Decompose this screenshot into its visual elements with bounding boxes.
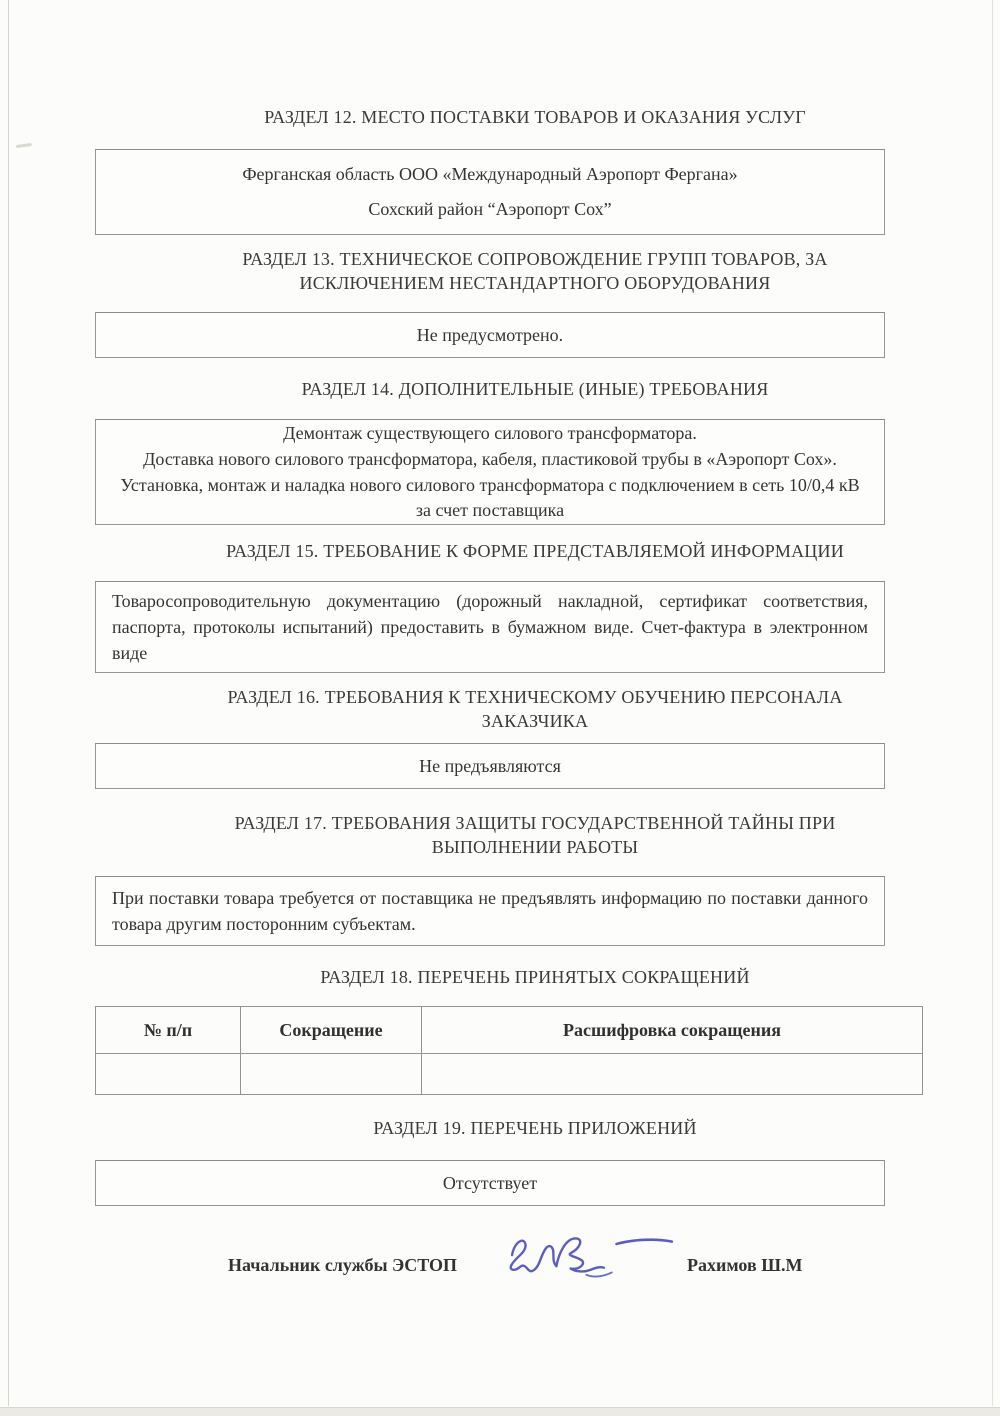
section-18-title: РАЗДЕЛ 18. ПЕРЕЧЕНЬ ПРИНЯТЫХ СОКРАЩЕНИЙ <box>320 967 750 987</box>
delivery-place-line-1: Ферганская область ООО «Международный Аэропорт Фергана» <box>242 164 738 184</box>
signature-block <box>0 1236 1000 1294</box>
requirement-line-3: Установка, монтаж и наладка нового силового трансформатора с подключением в сеть 10/0,4 кВ за счет поставщика <box>120 475 860 520</box>
abbreviations-table <box>95 1006 923 1095</box>
requirement-line-2: Доставка нового силового трансформатора, кабеля, пластиковой трубы в «Аэропорт Сох». <box>143 449 837 469</box>
requirement-line-1: Демонтаж существующего силового трансформатора. <box>283 423 697 443</box>
secrecy-paragraph: При поставки товара требуется от поставщика не предъявлять информацию по поставки данного товара другим посторонним субъектам. <box>112 888 868 934</box>
section-15-title: РАЗДЕЛ 15. ТРЕБОВАНИЕ К ФОРМЕ ПРЕДСТАВЛЯЕМОЙ ИНФОРМАЦИИ <box>226 541 844 561</box>
section-13-title: РАЗДЕЛ 13. ТЕХНИЧЕСКОЕ СОПРОВОЖДЕНИЕ ГРУПП ТОВАРОВ, ЗА ИСКЛЮЧЕНИЕМ НЕСТАНДАРТНОГО ОБОРУДОВАНИЯ <box>242 249 828 293</box>
table-header-row <box>96 1007 923 1054</box>
table-cell-number <box>96 1054 241 1095</box>
section-15-box <box>95 581 885 673</box>
section-17-title: РАЗДЕЛ 17. ТРЕБОВАНИЯ ЗАЩИТЫ ГОСУДАРСТВЕННОЙ ТАЙНЫ ПРИ ВЫПОЛНЕНИИ РАБОТЫ <box>234 813 836 857</box>
signature-scribble <box>501 1230 683 1288</box>
attachments-line: Отсутствует <box>442 1173 538 1193</box>
section-17-box <box>95 876 885 946</box>
section-16-box <box>95 743 885 789</box>
tech-support-line: Не предусмотрено. <box>416 325 564 345</box>
table-cell-explanation <box>422 1054 923 1095</box>
training-line: Не предъявляются <box>419 756 561 776</box>
section-12-box <box>95 149 885 235</box>
table-row <box>96 1054 923 1095</box>
section-13-box <box>95 312 885 358</box>
info-form-paragraph: Товаросопроводительную документацию (дорожный накладной, сертификат соответствия, паспорта, протоколы испытаний) предоставить в бумажном виде. Счет-фактура в электронном виде <box>112 591 868 663</box>
section-14-box <box>95 419 885 525</box>
section-14-title: РАЗДЕЛ 14. ДОПОЛНИТЕЛЬНЫЕ (ИНЫЕ) ТРЕБОВАНИЯ <box>301 379 769 399</box>
table-header-number: № п/п <box>96 1007 241 1054</box>
delivery-place-line-2: Сохский район “Аэропорт Сох” <box>368 199 612 219</box>
table-cell-abbreviation <box>241 1054 422 1095</box>
table-header-explanation: Расшифровка сокращения <box>422 1007 923 1054</box>
section-12-title: РАЗДЕЛ 12. МЕСТО ПОСТАВКИ ТОВАРОВ И ОКАЗАНИЯ УСЛУГ <box>264 107 806 127</box>
section-19-box <box>95 1160 885 1206</box>
section-16-title: РАЗДЕЛ 16. ТРЕБОВАНИЯ К ТЕХНИЧЕСКОМУ ОБУЧЕНИЮ ПЕРСОНАЛА ЗАКАЗЧИКА <box>227 687 843 731</box>
section-19-title: РАЗДЕЛ 19. ПЕРЕЧЕНЬ ПРИЛОЖЕНИЙ <box>373 1118 697 1138</box>
signature-position-label: Начальник службы ЭСТОП <box>228 1254 458 1275</box>
signatory-name: Рахимов Ш.М <box>687 1254 803 1275</box>
table-header-abbreviation: Сокращение <box>241 1007 422 1054</box>
